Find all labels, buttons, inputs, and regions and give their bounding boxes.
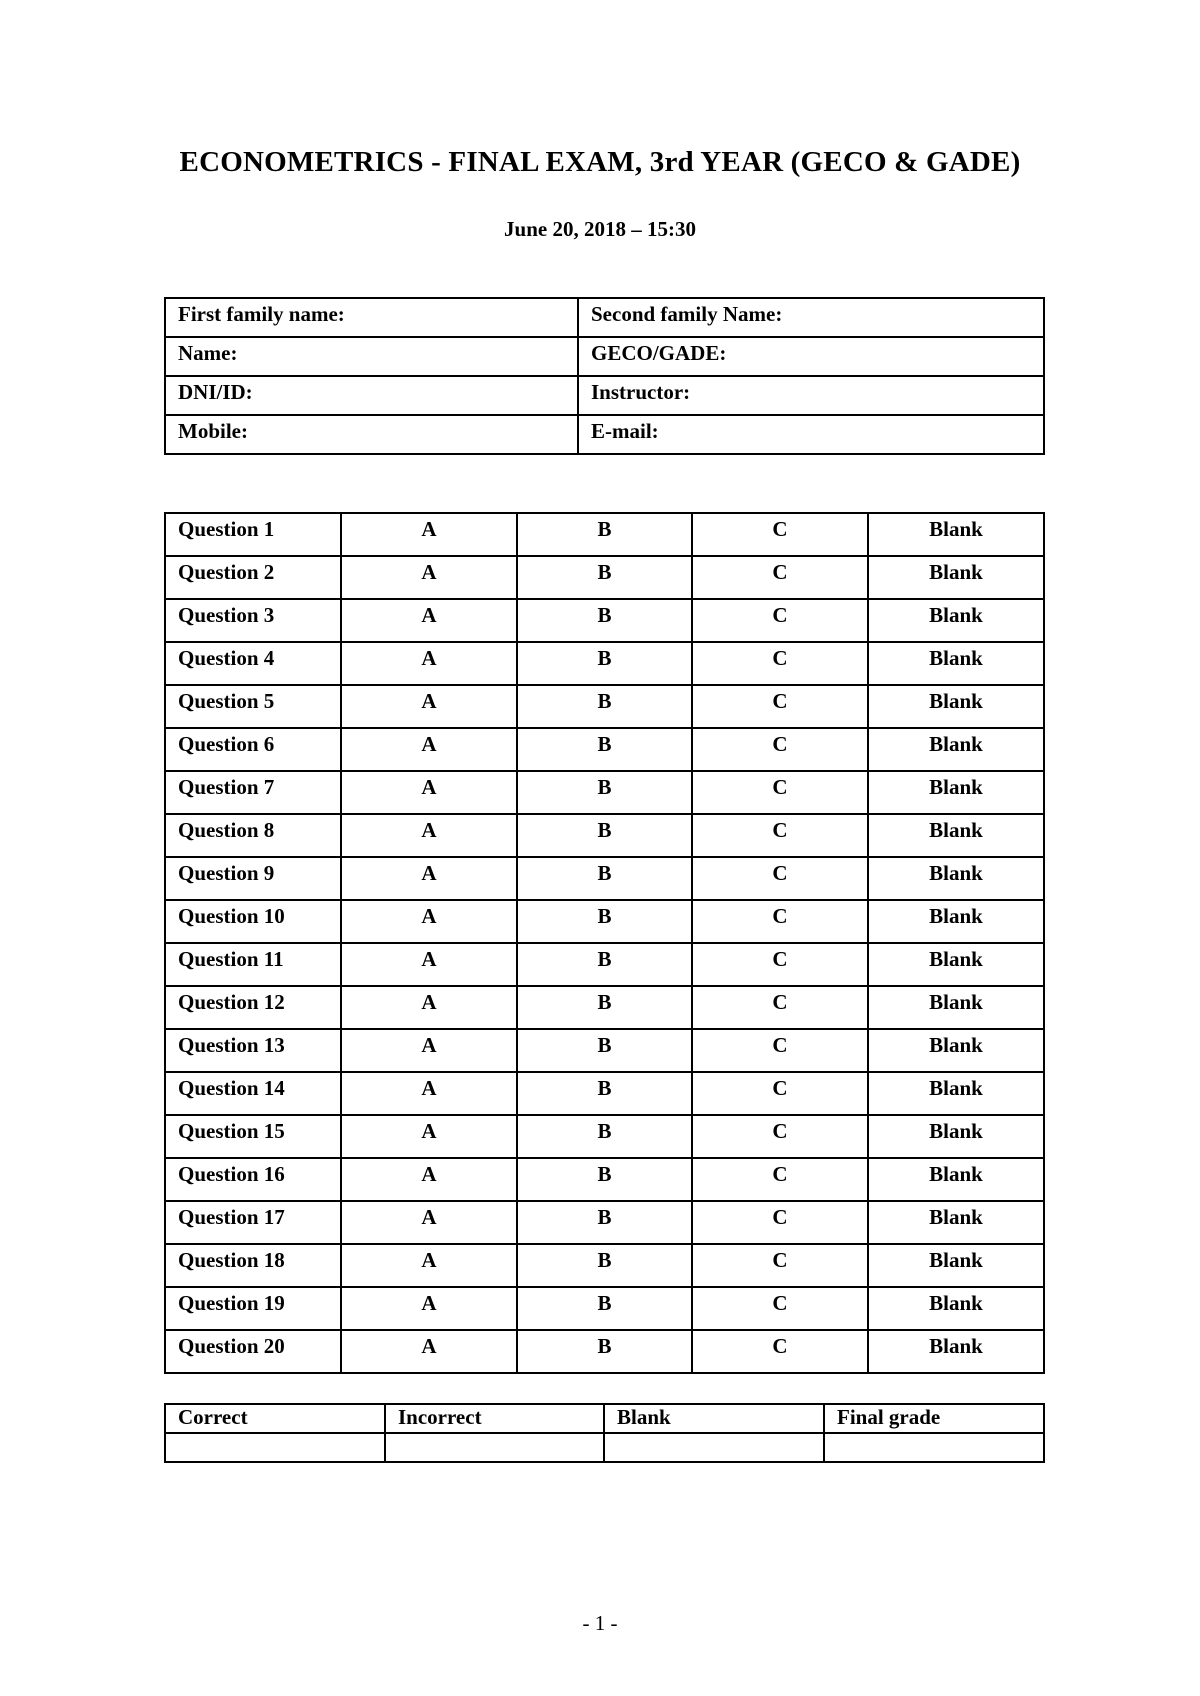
question-label: Question 3 bbox=[165, 599, 341, 642]
option-b-cell[interactable]: B bbox=[517, 814, 692, 857]
option-c-cell[interactable]: C bbox=[692, 943, 868, 986]
option-c-cell[interactable]: C bbox=[692, 900, 868, 943]
question-label: Question 4 bbox=[165, 642, 341, 685]
option-a-cell[interactable]: A bbox=[341, 685, 517, 728]
question-label: Question 2 bbox=[165, 556, 341, 599]
option-c-cell[interactable]: C bbox=[692, 771, 868, 814]
answer-row bbox=[165, 857, 1044, 900]
answer-row bbox=[165, 1115, 1044, 1158]
option-a-cell[interactable]: A bbox=[341, 1330, 517, 1373]
option-blank-cell[interactable]: Blank bbox=[868, 1244, 1044, 1287]
option-c-cell[interactable]: C bbox=[692, 1072, 868, 1115]
question-label: Question 13 bbox=[165, 1029, 341, 1072]
question-label: Question 8 bbox=[165, 814, 341, 857]
option-a-cell[interactable]: A bbox=[341, 1115, 517, 1158]
info-row bbox=[165, 415, 1044, 454]
question-label: Question 10 bbox=[165, 900, 341, 943]
score-header-row bbox=[165, 1404, 1044, 1433]
info-row bbox=[165, 298, 1044, 337]
option-b-cell[interactable]: B bbox=[517, 1072, 692, 1115]
option-a-cell[interactable]: A bbox=[341, 1244, 517, 1287]
exam-title: ECONOMETRICS - FINAL EXAM, 3rd YEAR (GECO & GADE) bbox=[179, 146, 1021, 178]
option-a-cell[interactable]: A bbox=[341, 642, 517, 685]
answer-row bbox=[165, 1072, 1044, 1115]
blank-header: Blank bbox=[604, 1404, 824, 1433]
option-b-cell[interactable]: B bbox=[517, 900, 692, 943]
second-family-name-field[interactable]: Second family Name: bbox=[578, 298, 1044, 337]
answer-row bbox=[165, 642, 1044, 685]
option-a-cell[interactable]: A bbox=[341, 1029, 517, 1072]
option-blank-cell[interactable]: Blank bbox=[868, 857, 1044, 900]
option-blank-cell[interactable]: Blank bbox=[868, 599, 1044, 642]
correct-value-cell[interactable] bbox=[165, 1433, 385, 1462]
option-blank-cell[interactable]: Blank bbox=[868, 1158, 1044, 1201]
option-a-cell[interactable]: A bbox=[341, 857, 517, 900]
option-b-cell[interactable]: B bbox=[517, 1287, 692, 1330]
option-blank-cell[interactable]: Blank bbox=[868, 1072, 1044, 1115]
option-blank-cell[interactable]: Blank bbox=[868, 1201, 1044, 1244]
option-blank-cell[interactable]: Blank bbox=[868, 771, 1044, 814]
option-b-cell[interactable]: B bbox=[517, 728, 692, 771]
mobile-field[interactable]: Mobile: bbox=[165, 415, 578, 454]
option-c-cell[interactable]: C bbox=[692, 728, 868, 771]
option-b-cell[interactable]: B bbox=[517, 857, 692, 900]
email-field[interactable]: E-mail: bbox=[578, 415, 1044, 454]
option-b-cell[interactable]: B bbox=[517, 1029, 692, 1072]
option-b-cell[interactable]: B bbox=[517, 685, 692, 728]
option-a-cell[interactable]: A bbox=[341, 1201, 517, 1244]
option-b-cell[interactable]: B bbox=[517, 642, 692, 685]
question-label: Question 16 bbox=[165, 1158, 341, 1201]
question-label: Question 7 bbox=[165, 771, 341, 814]
answer-row bbox=[165, 1201, 1044, 1244]
option-c-cell[interactable]: C bbox=[692, 1330, 868, 1373]
option-b-cell[interactable]: B bbox=[517, 943, 692, 986]
option-b-cell[interactable]: B bbox=[517, 1330, 692, 1373]
option-blank-cell[interactable]: Blank bbox=[868, 814, 1044, 857]
question-label: Question 20 bbox=[165, 1330, 341, 1373]
score-value-row bbox=[165, 1433, 1044, 1462]
option-blank-cell[interactable]: Blank bbox=[868, 986, 1044, 1029]
option-blank-cell[interactable]: Blank bbox=[868, 513, 1044, 556]
option-c-cell[interactable]: C bbox=[692, 814, 868, 857]
degree-field[interactable]: GECO/GADE: bbox=[578, 337, 1044, 376]
option-blank-cell[interactable]: Blank bbox=[868, 556, 1044, 599]
info-row bbox=[165, 337, 1044, 376]
option-c-cell[interactable]: C bbox=[692, 642, 868, 685]
option-a-cell[interactable]: A bbox=[341, 1072, 517, 1115]
option-a-cell[interactable]: A bbox=[341, 771, 517, 814]
option-a-cell[interactable]: A bbox=[341, 943, 517, 986]
option-a-cell[interactable]: A bbox=[341, 728, 517, 771]
answer-row bbox=[165, 814, 1044, 857]
final-grade-header: Final grade bbox=[824, 1404, 1044, 1433]
option-b-cell[interactable]: B bbox=[517, 986, 692, 1029]
question-label: Question 12 bbox=[165, 986, 341, 1029]
answer-row bbox=[165, 1029, 1044, 1072]
option-a-cell[interactable]: A bbox=[341, 599, 517, 642]
question-label: Question 11 bbox=[165, 943, 341, 986]
option-blank-cell[interactable]: Blank bbox=[868, 943, 1044, 986]
correct-header: Correct bbox=[165, 1404, 385, 1433]
answer-row bbox=[165, 943, 1044, 986]
answer-row bbox=[165, 1158, 1044, 1201]
blank-value-cell[interactable] bbox=[604, 1433, 824, 1462]
option-a-cell[interactable]: A bbox=[341, 513, 517, 556]
option-b-cell[interactable]: B bbox=[517, 599, 692, 642]
answer-row bbox=[165, 771, 1044, 814]
option-blank-cell[interactable]: Blank bbox=[868, 685, 1044, 728]
option-c-cell[interactable]: C bbox=[692, 599, 868, 642]
id-field[interactable]: DNI/ID: bbox=[165, 376, 578, 415]
option-c-cell[interactable]: C bbox=[692, 1158, 868, 1201]
question-label: Question 5 bbox=[165, 685, 341, 728]
option-a-cell[interactable]: A bbox=[341, 1287, 517, 1330]
option-c-cell[interactable]: C bbox=[692, 857, 868, 900]
question-label: Question 19 bbox=[165, 1287, 341, 1330]
answer-row bbox=[165, 900, 1044, 943]
option-c-cell[interactable]: C bbox=[692, 1287, 868, 1330]
option-blank-cell[interactable]: Blank bbox=[868, 1330, 1044, 1373]
option-blank-cell[interactable]: Blank bbox=[868, 1029, 1044, 1072]
option-b-cell[interactable]: B bbox=[517, 771, 692, 814]
name-field[interactable]: Name: bbox=[165, 337, 578, 376]
option-c-cell[interactable]: C bbox=[692, 986, 868, 1029]
answer-row bbox=[165, 685, 1044, 728]
question-label: Question 6 bbox=[165, 728, 341, 771]
exam-date: June 20, 2018 – 15:30 bbox=[504, 217, 696, 241]
option-blank-cell[interactable]: Blank bbox=[868, 728, 1044, 771]
option-blank-cell[interactable]: Blank bbox=[868, 642, 1044, 685]
student-info-table bbox=[164, 297, 1045, 455]
question-label: Question 15 bbox=[165, 1115, 341, 1158]
option-c-cell[interactable]: C bbox=[692, 685, 868, 728]
answer-row bbox=[165, 986, 1044, 1029]
question-label: Question 17 bbox=[165, 1201, 341, 1244]
incorrect-value-cell[interactable] bbox=[385, 1433, 604, 1462]
answer-sheet-table bbox=[164, 512, 1045, 1374]
option-c-cell[interactable]: C bbox=[692, 1029, 868, 1072]
option-b-cell[interactable]: B bbox=[517, 1201, 692, 1244]
option-a-cell[interactable]: A bbox=[341, 900, 517, 943]
answer-row bbox=[165, 1287, 1044, 1330]
option-b-cell[interactable]: B bbox=[517, 513, 692, 556]
answer-row bbox=[165, 1330, 1044, 1373]
option-a-cell[interactable]: A bbox=[341, 1158, 517, 1201]
question-label: Question 9 bbox=[165, 857, 341, 900]
question-label: Question 1 bbox=[165, 513, 341, 556]
first-family-name-field[interactable]: First family name: bbox=[165, 298, 578, 337]
option-a-cell[interactable]: A bbox=[341, 986, 517, 1029]
option-blank-cell[interactable]: Blank bbox=[868, 1115, 1044, 1158]
option-c-cell[interactable]: C bbox=[692, 556, 868, 599]
option-c-cell[interactable]: C bbox=[692, 1201, 868, 1244]
option-a-cell[interactable]: A bbox=[341, 814, 517, 857]
answer-row bbox=[165, 599, 1044, 642]
option-b-cell[interactable]: B bbox=[517, 1244, 692, 1287]
option-b-cell[interactable]: B bbox=[517, 1115, 692, 1158]
final-grade-value-cell[interactable] bbox=[824, 1433, 1044, 1462]
option-c-cell[interactable]: C bbox=[692, 1115, 868, 1158]
answer-row bbox=[165, 1244, 1044, 1287]
question-label: Question 18 bbox=[165, 1244, 341, 1287]
question-label: Question 14 bbox=[165, 1072, 341, 1115]
answer-row bbox=[165, 728, 1044, 771]
score-table bbox=[164, 1403, 1045, 1463]
option-blank-cell[interactable]: Blank bbox=[868, 1287, 1044, 1330]
option-b-cell[interactable]: B bbox=[517, 556, 692, 599]
answer-row bbox=[165, 556, 1044, 599]
option-c-cell[interactable]: C bbox=[692, 1244, 868, 1287]
instructor-field[interactable]: Instructor: bbox=[578, 376, 1044, 415]
incorrect-header: Incorrect bbox=[385, 1404, 604, 1433]
info-row bbox=[165, 376, 1044, 415]
option-c-cell[interactable]: C bbox=[692, 513, 868, 556]
option-b-cell[interactable]: B bbox=[517, 1158, 692, 1201]
option-blank-cell[interactable]: Blank bbox=[868, 900, 1044, 943]
answer-row bbox=[165, 513, 1044, 556]
option-a-cell[interactable]: A bbox=[341, 556, 517, 599]
page-number: - 1 - bbox=[582, 1611, 618, 1635]
